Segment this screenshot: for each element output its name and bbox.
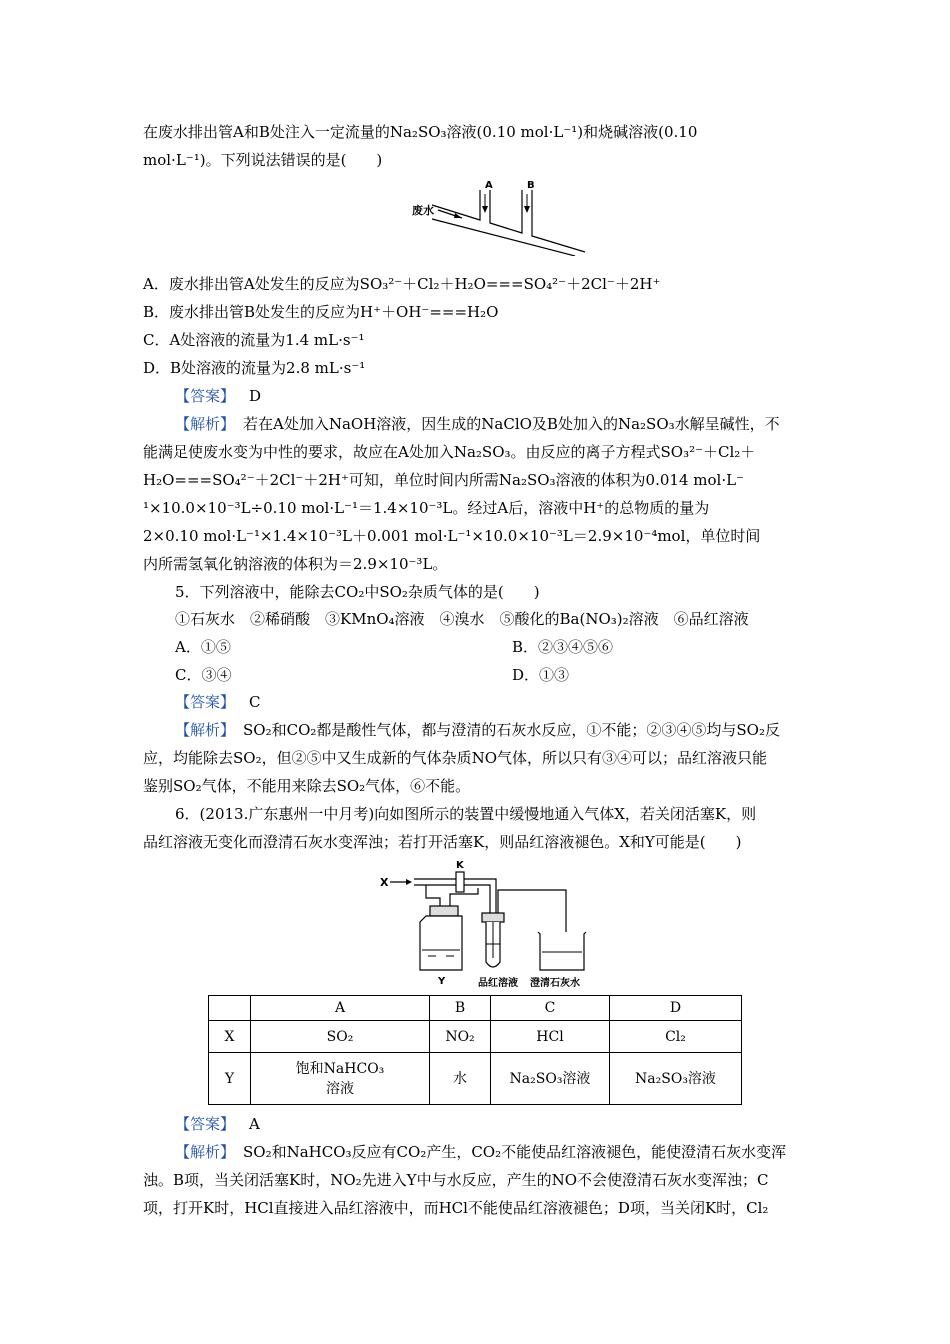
q6-explanation-line3: 项，打开K时，HCl直接进入品红溶液中，而HCl不能使品红溶液褪色；D项，当关闭K时，Cl₂ [143, 1199, 769, 1217]
table-cell [209, 996, 251, 1021]
label-pipe-b: B [527, 180, 535, 191]
answer-tag: 【答案】 [175, 387, 236, 405]
q6-answer [175, 1114, 840, 1134]
arrow-b-head-icon [524, 206, 530, 213]
q5-option-d: D．①③ [512, 666, 570, 684]
pipe-a-right-wall [490, 190, 522, 233]
table-header-row [209, 996, 742, 1021]
explanation-tag: 【解析】 [175, 415, 236, 433]
label-liquid-y: Y [438, 976, 446, 987]
answer-tag: 【答案】 [175, 693, 236, 711]
q5-option-b: B．②③④⑤⑥ [512, 638, 614, 656]
q4-option-d: D．B处溶液的流量为2.8 mL·s⁻¹ [143, 359, 366, 377]
answer-value: C [249, 693, 261, 711]
q4-answer [175, 386, 840, 406]
q4-option-c: C．A处溶液的流量为1.4 mL·s⁻¹ [143, 331, 365, 349]
table-cell: Cl₂ [610, 1021, 742, 1053]
table-row-x [209, 1021, 742, 1053]
table-cell: B [430, 996, 491, 1021]
table-cell [251, 1053, 430, 1105]
table-cell: SO₂ [251, 1021, 430, 1053]
cell-line: 溶液 [326, 1080, 354, 1097]
gas-apparatus-figure [378, 858, 598, 988]
label-pinhong: 品红溶液 [478, 978, 518, 988]
q6-explanation-line1: 【解析】 SO₂和NaHCO₃反应有CO₂产生，CO₂不能使品红溶液褪色，能使澄清石灰水变浑 [175, 1143, 787, 1161]
q4-explanation-line3: H₂O===SO₄²⁻＋2Cl⁻＋2H⁺可知，单位时间内所需Na₂SO₃溶液的体积为0.014 mol·L⁻ [143, 471, 744, 489]
table-cell: 水 [430, 1053, 491, 1105]
table-cell: Na₂SO₃溶液 [491, 1053, 610, 1105]
waste-pipe-figure [410, 176, 590, 256]
q4-explanation-line5: 2×0.10 mol·L⁻¹×1.4×10⁻³L＋0.001 mol·L⁻¹×10.0×10⁻³L＝2.9×10⁻⁴mol，单位时间 [143, 527, 761, 545]
q5-items: ①石灰水 ②稀硝酸 ③KMnO₄溶液 ④溴水 ⑤酸化的Ba(NO₃)₂溶液 ⑥品红溶液 [175, 610, 749, 628]
q4-option-b: B．废水排出管B处发生的反应为H⁺＋OH⁻===H₂O [143, 303, 499, 321]
cell-line: 饱和NaHCO₃ [295, 1060, 385, 1077]
q5-option-c: C．③④ [175, 666, 232, 684]
answer-tag: 【答案】 [175, 1115, 236, 1133]
q5-explanation-line2: 应，均能除去SO₂，但②⑤中又生成新的气体杂质NO气体，所以只有③④可以；品红溶液只能 [143, 749, 768, 767]
q6-explanation-line2: 浊。B项，当关闭活塞K时，NO₂先进入Y中与水反应，产生的NO不会使澄清石灰水变浑浊；C [143, 1171, 769, 1189]
arrow-a-head-icon [482, 206, 488, 213]
inlet-arrow-head-icon [406, 879, 412, 885]
q5-answer [175, 692, 840, 712]
tube-stopper [482, 913, 504, 922]
q6-stem-line2: 品红溶液无变化而澄清石灰水变浑浊；若打开活塞K，则品红溶液褪色。X和Y可能是( ) [143, 833, 742, 851]
q4-stem-line1: 在废水排出管A和B处注入一定流量的Na₂SO₃溶液(0.10 mol·L⁻¹)和烧碱溶液(0.10 [143, 123, 698, 141]
label-shihui: 澄清石灰水 [530, 978, 580, 988]
table-cell: D [610, 996, 742, 1021]
pipe-b-right-wall [532, 190, 585, 252]
pipe-lower-wall [432, 219, 575, 256]
label-pipe-a: A [485, 180, 493, 191]
options-table [208, 995, 742, 1105]
q5-explanation-line1: 【解析】 SO₂和CO₂都是酸性气体，都与澄清的石灰水反应，①不能；②③④⑤均与SO₂反 [175, 721, 780, 739]
stopcock-k [456, 872, 464, 892]
q5-stem: 5．下列溶液中，能除去CO₂中SO₂杂质气体的是( ) [175, 583, 540, 601]
q4-explanation-line2: 能满足使废水变为中性的要求，故应在A处加入Na₂SO₃。由反应的离子方程式SO₃²⁻＋Cl₂＋ [143, 443, 756, 461]
table-cell: Y [209, 1053, 251, 1105]
table-row-y [209, 1053, 742, 1105]
explanation-tag: 【解析】 [175, 721, 236, 739]
answer-value: D [249, 387, 262, 405]
q4-stem-line2: mol·L⁻¹)。下列说法错误的是( ) [143, 151, 383, 169]
table-cell: Na₂SO₃溶液 [610, 1053, 742, 1105]
table-cell: HCl [491, 1021, 610, 1053]
table-cell: C [491, 996, 610, 1021]
wash-bottle-y [420, 916, 462, 970]
q4-explanation-line6: 内所需氢氧化钠溶液的体积为＝2.9×10⁻³L。 [143, 555, 448, 573]
label-waste-water: 废水 [412, 204, 434, 217]
q6-stem-line1: 6．(2013.广东惠州一中月考)向如图所示的装置中缓慢地通入气体X，若关闭活塞K，则 [175, 805, 757, 823]
table-cell: X [209, 1021, 251, 1053]
q4-option-a: A．废水排出管A处发生的反应为SO₃²⁻＋Cl₂＋H₂O===SO₄²⁻＋2Cl⁻＋2H⁺ [143, 275, 661, 293]
q4-explanation-line1: 【解析】 若在A处加入NaOH溶液，因生成的NaClO及B处加入的Na₂SO₃水解呈碱性，不 [175, 415, 780, 433]
answer-value: A [249, 1115, 260, 1133]
q5-option-a: A．①⑤ [175, 638, 231, 656]
q4-explanation-line4: ¹×10.0×10⁻³L÷0.10 mol·L⁻¹＝1.4×10⁻³L。经过A后，溶液中H⁺的总物质的量为 [143, 499, 710, 517]
table-cell: A [251, 996, 430, 1021]
q5-explanation-line3: 鉴别SO₂气体，不能用来除去SO₂气体，⑥不能。 [143, 777, 471, 795]
beaker-limewater [538, 932, 586, 970]
table-cell: NO₂ [430, 1021, 491, 1053]
label-gas-x: X [380, 876, 389, 889]
label-stopcock-k: K [456, 860, 464, 871]
bottle-stopper [430, 906, 458, 916]
explanation-tag: 【解析】 [175, 1143, 236, 1161]
